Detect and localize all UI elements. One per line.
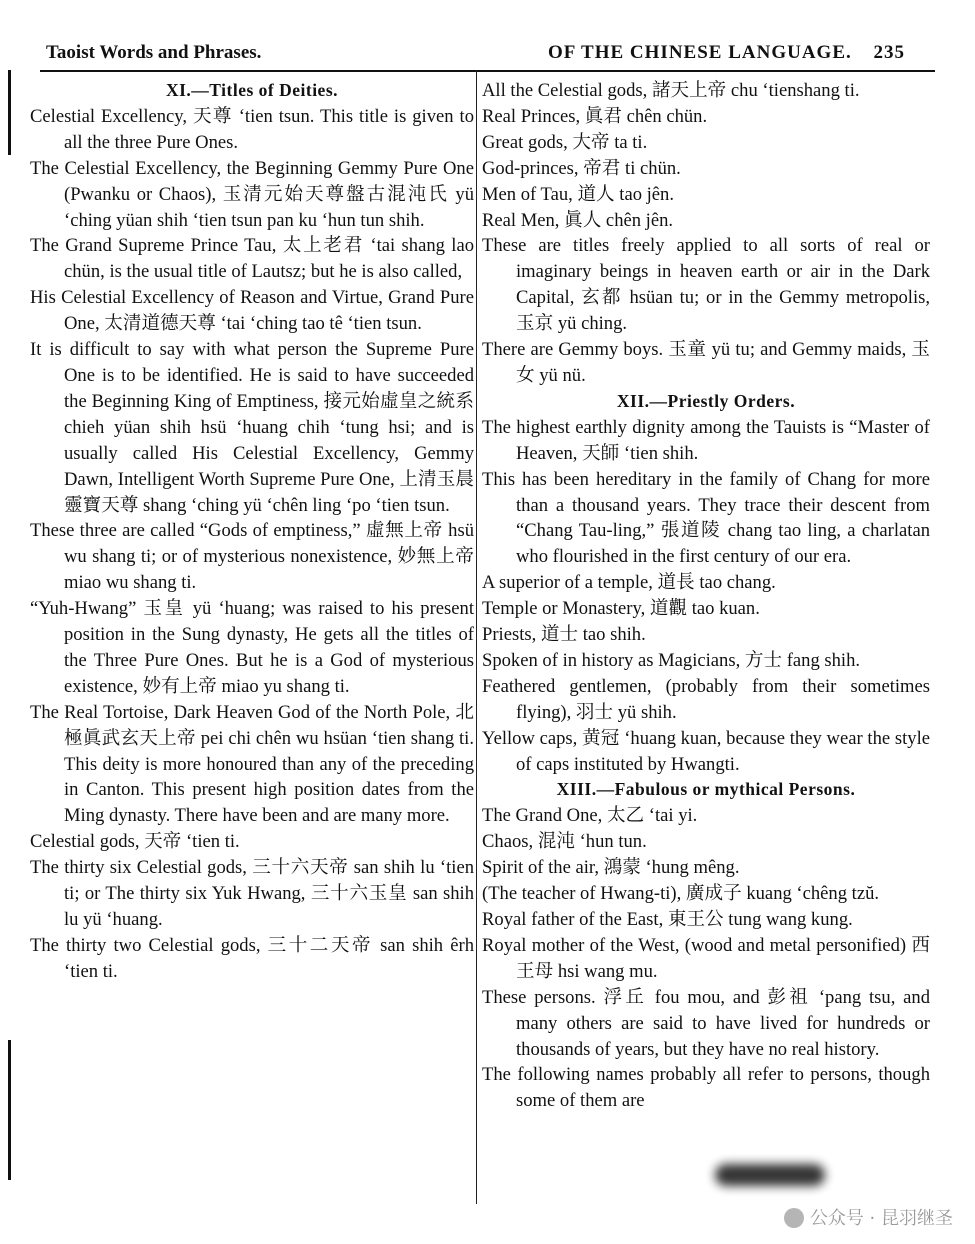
section-heading: XII.—Priestly Orders. [616,390,796,411]
glossary-entry: Chaos, 混沌 ‘hun tun. [482,831,647,853]
glossary-entry: The thirty two Celestial gods, 三十二天帝 san shih êrh ‘tien ti. [30,934,474,982]
glossary-entry: His Celestial Excellency of Reason and Virtue, Grand Pure One, 太清道德天尊 ‘tai ‘ching tao tê ‘tien tsun. [30,287,474,335]
glossary-entry: Feathered gentlemen, (probably from their sometimes flying), 羽士 yü shih. [482,675,930,723]
watermark-text: 公众号 · 昆羽继圣 [809,1208,953,1229]
left-column [30,78,474,985]
column-divider [476,70,477,1204]
glossary-entry: These are titles freely applied to all sorts of real or imaginary beings in heaven earth or air in the Dark Capital, 玄都 hsüan tu; or in the Gemmy metropolis, 玉京 yü ching. [482,235,930,335]
glossary-entry: Celestial gods, 天帝 ‘tien ti. [30,831,240,853]
glossary-entry: The thirty six Celestial gods, 三十六天帝 san shih lu ‘tien ti; or The thirty six Yuk Hwang, 三十六玉皇 san shih lu yü ‘huang. [30,857,474,930]
watermark [784,1204,953,1230]
glossary-entry: The Grand One, 太乙 ‘tai yi. [482,805,698,827]
glossary-entry: There are Gemmy boys. 玉童 yü tu; and Gemmy maids, 玉女 yü nü. [482,339,930,386]
section-heading: XI.—Titles of Deities. [165,80,339,100]
glossary-entry: Royal mother of the West, (wood and metal personified) 西王母 hsi wang mu. [482,934,930,982]
glossary-entry: “Yuh-Hwang” 玉皇 yü ‘huang; was raised to his present position in the Sung dynasty, He gets all the titles of the Three Pure Ones. But he is a God of mysterious existence, 妙有上帝 miao yu shang ti. [30,598,474,697]
glossary-entry: Spirit of the air, 鴻蒙 ‘hung mêng. [482,857,740,879]
glossary-entry: These persons. 浮丘 fou mou, and 彭祖 ‘pang tsu, and many others are said to have lived for hundreds or thousands of years, but they have no real history. [482,986,930,1060]
glossary-entry: Real Men, 眞人 chên jên. [482,209,674,231]
glossary-entry: Celestial Excellency, 天尊 ‘tien tsun. This title is given to all the three Pure Ones. [30,105,474,153]
page-number: 235 [873,42,905,63]
section-heading: XIII.—Fabulous or mythical Persons. [556,779,856,800]
header-title: OF THE CHINESE LANGUAGE. [547,42,852,63]
glossary-entry: Men of Tau, 道人 tao jên. [482,183,675,205]
running-header-left: Taoist Words and Phrases. [46,42,262,63]
glossary-entry: All the Celestial gods, 諸天上帝 chu ‘tienshang ti. [482,80,860,101]
glossary-entry: The Grand Supreme Prince Tau, 太上老君 ‘tai shang lao chün, is the usual title of Lautsz; but he is also called, [30,235,474,283]
header-rule [40,70,935,72]
glossary-entry: A superior of a temple, 道長 tao chang. [482,572,776,594]
glossary-entry: This has been hereditary in the family of Chang for more than a thousand years. They trace their descent from “Chang Tau-ling,” 張道陵 chang tao ling, a charlatan who flourished in the first century of our era. [482,468,930,568]
glossary-entry: Temple or Monastery, 道觀 tao kuan. [482,598,760,620]
glossary-entry: The Real Tortoise, Dark Heaven God of the North Pole, 北極眞武玄天上帝 pei chi chên wu hsüan ‘tien shang ti. This deity is more honoured than any of the preceding in Canton. This present high position dates from the Ming dynasty. There have been and are many more. [30,701,474,827]
right-column [482,78,930,1114]
running-header-right [548,42,905,64]
glossary-entry: These three are called “Gods of emptiness,” 虛無上帝 hsü wu shang ti; or of mysterious nonexistence, 妙無上帝 miao wu shang ti. [30,520,474,594]
glossary-entry: The highest earthly dignity among the Tauists is “Master of Heaven, 天師 ‘tien shih. [482,416,930,464]
glossary-entry: Real Princes, 眞君 chên chün. [482,105,708,127]
wechat-icon [784,1208,804,1228]
glossary-entry: Spoken of in history as Magicians, 方士 fang shih. [482,649,861,671]
glossary-entry: God-princes, 帝君 ti chün. [482,157,681,179]
binding-mark [8,70,11,155]
glossary-entry: Priests, 道士 tao shih. [482,624,646,646]
glossary-entry: Great gods, 大帝 ta ti. [482,131,648,153]
glossary-entry: Royal father of the East, 東王公 tung wang kung. [482,909,853,930]
ink-smudge [715,1164,825,1186]
glossary-entry: It is difficult to say with what person the Supreme Pure One is to be identified. He is said to have succeeded the Beginning King of Emptiness, 接元始虛皇之統系 chieh yüan shih hsü ‘huang chih ‘tung hsi; and is usually called His Celestial Excellency, Gemmy Dawn, Intelligent Worth Supreme Pure One, 上清玉晨靈寶天尊 shang ‘ching yü ‘chên ling ‘po ‘tien tsun. [30,339,474,516]
binding-mark [8,1040,11,1180]
glossary-entry: (The teacher of Hwang-ti), 廣成子 kuang ‘chêng tzŭ. [482,883,880,905]
glossary-entry: The Celestial Excellency, the Beginning Gemmy Pure One (Pwanku or Chaos), 玉清元始天尊盤古混沌氏 yü ‘ching yüan shih ‘tien tsun pan ku ‘hun tun shih. [30,157,474,231]
glossary-entry: The following names probably all refer to persons, though some of them are [482,1064,930,1112]
glossary-entry: Yellow caps, 黄冠 ‘huang kuan, because they wear the style of caps instituted by Hwangti. [482,727,930,775]
